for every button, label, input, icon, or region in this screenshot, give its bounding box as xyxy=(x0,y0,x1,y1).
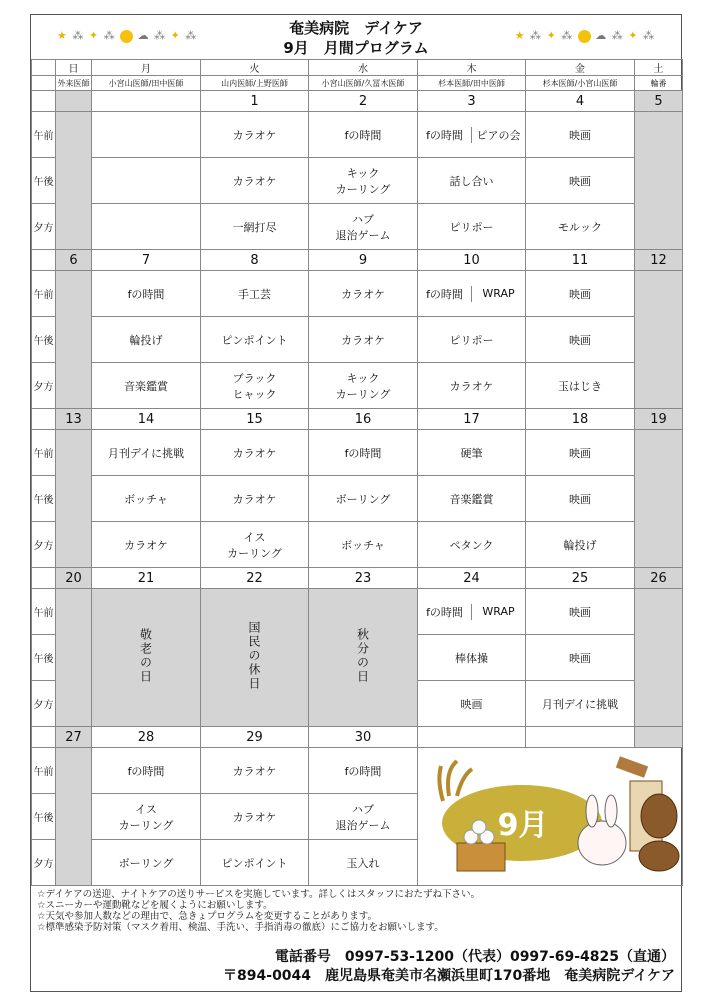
program-cell xyxy=(526,635,635,681)
holiday-cell xyxy=(201,589,309,727)
date-row-label xyxy=(32,91,56,112)
date-cell: 23 xyxy=(309,568,418,589)
program-label: 棒体操 xyxy=(455,651,488,665)
program-cell xyxy=(526,112,635,158)
program-cell xyxy=(309,317,418,363)
program-cell xyxy=(201,204,309,250)
program-label: WRAP xyxy=(482,605,515,618)
split-program-cell xyxy=(418,589,525,634)
program-label: 映画 xyxy=(569,333,591,347)
program-cell xyxy=(92,271,201,317)
note-item: ☆天気や参加人数などの理由で、急きょプログラムを変更することがあります。 xyxy=(37,911,377,922)
slot-label: 夕方 xyxy=(32,840,56,886)
doctor-row xyxy=(32,76,683,91)
program-label: 映画 xyxy=(569,651,591,665)
program-label: 輪投げ xyxy=(129,333,163,347)
program-cell xyxy=(201,748,309,794)
program-label: 映画 xyxy=(569,287,591,301)
date-cell: 1 xyxy=(201,91,309,112)
doctor-label: 小宮山医師/田中医師 xyxy=(92,76,201,91)
schedule-sheet xyxy=(30,14,682,992)
date-cell: 15 xyxy=(201,409,309,430)
program-label: ハブ 退治ゲーム xyxy=(335,212,391,242)
program-label: 一網打尽 xyxy=(232,220,277,234)
phone-number: 電話番号 0997-53-1200（代表）0997-69-4825（直通） xyxy=(274,949,675,965)
program-cell xyxy=(526,363,635,409)
date-cell: 18 xyxy=(526,409,635,430)
program-cell xyxy=(201,363,309,409)
slot-label: 午前 xyxy=(32,748,56,794)
program-label: 音楽鑑賞 xyxy=(449,492,494,506)
program-label: 硬筆 xyxy=(460,446,483,460)
date-row-label xyxy=(32,250,56,271)
program-label: ボッチャ xyxy=(124,492,168,506)
program-cell xyxy=(309,204,418,250)
page-subtitle: 9月 月間プログラム xyxy=(283,39,429,57)
date-cell: 3 xyxy=(418,91,526,112)
date-cell: 2 xyxy=(309,91,418,112)
date-cell: 30 xyxy=(309,727,418,748)
program-cell xyxy=(526,158,635,204)
slot-label: 午前 xyxy=(32,271,56,317)
program-label: カラオケ xyxy=(232,174,277,188)
program-cell xyxy=(418,522,526,568)
program-label: カラオケ xyxy=(232,128,277,142)
date-cell: 24 xyxy=(418,568,526,589)
program-cell xyxy=(418,271,526,317)
slot-row xyxy=(32,204,683,250)
program-label: モルック xyxy=(558,220,602,234)
program-cell xyxy=(309,271,418,317)
program-label: fの時間 xyxy=(344,446,382,460)
program-label: fの時間 xyxy=(418,604,472,620)
date-cell: 13 xyxy=(56,409,92,430)
saturday-closed-cell xyxy=(635,589,683,727)
program-cell xyxy=(92,840,201,886)
program-label: 手工芸 xyxy=(238,287,271,301)
slot-label: 午後 xyxy=(32,635,56,681)
program-label: カラオケ xyxy=(124,538,168,552)
date-cell: 27 xyxy=(56,727,92,748)
split-program-cell xyxy=(418,112,525,157)
date-row-label xyxy=(32,409,56,430)
program-label: カラオケ xyxy=(341,287,385,301)
date-cell: 16 xyxy=(309,409,418,430)
doctor-label: 外来医師 xyxy=(56,76,92,91)
notes xyxy=(37,889,480,933)
program-cell xyxy=(201,476,309,522)
program-label: キック カーリング xyxy=(335,166,391,196)
note-item: ☆標準感染予防対策（マスク着用、検温、手洗い、手指消毒の徹底）にご協力をお願いします。 xyxy=(37,922,444,933)
note-item: ☆デイケアの送迎、ナイトケアの送りサービスを実施しています。詳しくはスタッフにおたずね下さい。 xyxy=(37,889,481,900)
sunday-closed-cell xyxy=(56,112,92,250)
date-cell xyxy=(418,727,526,748)
holiday-cell xyxy=(309,589,418,727)
split-program-cell xyxy=(418,271,525,316)
program-cell xyxy=(201,158,309,204)
date-row-label xyxy=(32,568,56,589)
program-label: WRAP xyxy=(482,287,515,300)
program-cell xyxy=(526,589,635,635)
saturday-closed-cell xyxy=(635,430,683,568)
program-cell xyxy=(526,430,635,476)
saturday-closed-cell xyxy=(635,112,683,250)
holiday-label: 敬老の日 xyxy=(138,628,153,684)
program-cell xyxy=(201,522,309,568)
program-label: ペタンク xyxy=(449,538,494,552)
weekday-label: 日 xyxy=(56,60,92,76)
program-label: 映画 xyxy=(569,446,591,460)
slot-row xyxy=(32,476,683,522)
slot-row xyxy=(32,430,683,476)
date-cell xyxy=(92,91,201,112)
date-cell: 9 xyxy=(309,250,418,271)
holiday-label: 秋分の日 xyxy=(355,628,370,684)
date-cell: 5 xyxy=(635,91,683,112)
program-cell xyxy=(309,522,418,568)
date-row xyxy=(32,91,683,112)
program-label: 輪投げ xyxy=(563,538,597,552)
slot-row xyxy=(32,112,683,158)
program-label: 映画 xyxy=(569,128,591,142)
doctor-label: 杉本医師/小宮山医師 xyxy=(526,76,635,91)
slot-row xyxy=(32,522,683,568)
program-cell xyxy=(418,317,526,363)
program-cell xyxy=(92,794,201,840)
date-cell: 17 xyxy=(418,409,526,430)
program-label: ボッチャ xyxy=(341,538,385,552)
date-cell: 11 xyxy=(526,250,635,271)
program-cell xyxy=(418,681,526,727)
program-cell xyxy=(309,158,418,204)
slot-row xyxy=(32,589,683,635)
program-cell xyxy=(418,204,526,250)
date-cell: 14 xyxy=(92,409,201,430)
program-label: ピアの会 xyxy=(476,128,521,142)
corner-cell xyxy=(32,76,56,91)
program-label: fの時間 xyxy=(418,127,472,143)
program-cell xyxy=(92,363,201,409)
program-cell xyxy=(309,476,418,522)
holiday-cell xyxy=(92,589,201,727)
holiday-label: 国民の休日 xyxy=(247,621,261,691)
program-label: カラオケ xyxy=(232,810,277,824)
program-label: カラオケ xyxy=(449,379,494,393)
program-cell xyxy=(526,681,635,727)
program-cell xyxy=(526,317,635,363)
program-cell xyxy=(92,112,201,158)
weekday-label: 火 xyxy=(201,60,309,76)
program-cell xyxy=(526,522,635,568)
program-cell xyxy=(201,794,309,840)
date-cell: 25 xyxy=(526,568,635,589)
program-label: ピリポー xyxy=(449,220,494,234)
date-cell: 19 xyxy=(635,409,683,430)
program-cell xyxy=(418,635,526,681)
program-cell xyxy=(201,271,309,317)
program-label: イス カーリング xyxy=(118,802,174,832)
weekday-label: 土 xyxy=(635,60,683,76)
program-cell xyxy=(92,317,201,363)
program-cell xyxy=(201,840,309,886)
slot-row xyxy=(32,363,683,409)
slot-row xyxy=(32,271,683,317)
program-cell xyxy=(418,158,526,204)
date-cell: 21 xyxy=(92,568,201,589)
date-cell: 29 xyxy=(201,727,309,748)
date-cell: 22 xyxy=(201,568,309,589)
weekday-label: 金 xyxy=(526,60,635,76)
program-cell xyxy=(201,317,309,363)
program-label: ピンポイント xyxy=(221,333,288,347)
date-row xyxy=(32,409,683,430)
program-cell xyxy=(309,794,418,840)
program-cell xyxy=(309,363,418,409)
date-cell: 28 xyxy=(92,727,201,748)
program-label: カラオケ xyxy=(341,333,385,347)
program-label: fの時間 xyxy=(127,764,165,778)
doctor-label: 杉本医師/田中医師 xyxy=(418,76,526,91)
date-cell: 7 xyxy=(92,250,201,271)
program-label: 映画 xyxy=(569,605,591,619)
slot-label: 夕方 xyxy=(32,204,56,250)
program-label: fの時間 xyxy=(344,128,382,142)
saturday-closed-cell xyxy=(635,271,683,409)
program-label: 映画 xyxy=(460,697,483,711)
program-label: 話し合い xyxy=(449,174,494,188)
date-cell xyxy=(635,727,683,748)
slot-row xyxy=(32,158,683,204)
program-label: 月刊デイに挑戦 xyxy=(541,697,619,711)
weekday-label: 水 xyxy=(309,60,418,76)
program-cell xyxy=(92,158,201,204)
slot-label: 午後 xyxy=(32,158,56,204)
program-label: 月刊デイに挑戦 xyxy=(107,446,185,460)
program-cell xyxy=(92,522,201,568)
program-label: 玉はじき xyxy=(558,379,602,393)
month-label-badge: 9月 xyxy=(497,808,549,843)
header xyxy=(31,15,681,59)
program-label: fの時間 xyxy=(127,287,165,301)
date-cell: 8 xyxy=(201,250,309,271)
date-cell: 20 xyxy=(56,568,92,589)
date-cell: 10 xyxy=(418,250,526,271)
program-label: ブラック ヒャック xyxy=(232,371,277,401)
doctor-label: 輪番 xyxy=(635,76,683,91)
program-cell xyxy=(201,430,309,476)
weekday-label: 月 xyxy=(92,60,201,76)
program-cell xyxy=(92,476,201,522)
slot-label: 午後 xyxy=(32,317,56,363)
program-label: fの時間 xyxy=(344,764,382,778)
date-row-label xyxy=(32,727,56,748)
slot-label: 夕方 xyxy=(32,681,56,727)
date-cell: 12 xyxy=(635,250,683,271)
sunday-closed-cell xyxy=(56,271,92,409)
program-label: ボーリング xyxy=(335,492,391,506)
slot-row xyxy=(32,317,683,363)
sunday-closed-cell xyxy=(56,589,92,727)
corner-cell xyxy=(32,60,56,76)
doctor-label: 山内医師/上野医師 xyxy=(201,76,309,91)
program-label: ハブ 退治ゲーム xyxy=(335,802,391,832)
program-cell xyxy=(418,589,526,635)
program-label: 映画 xyxy=(569,174,591,188)
program-label: カラオケ xyxy=(232,764,277,778)
sunday-closed-cell xyxy=(56,430,92,568)
date-row xyxy=(32,568,683,589)
moon-decoration-right: ★ ⁂ ✦ ⁂ ☁ ⁂ ✦ ⁂ xyxy=(514,29,655,42)
program-cell xyxy=(309,748,418,794)
program-cell xyxy=(526,271,635,317)
program-cell xyxy=(92,204,201,250)
date-row xyxy=(32,727,683,748)
program-cell xyxy=(92,430,201,476)
footer xyxy=(223,948,675,986)
program-cell xyxy=(526,476,635,522)
slot-label: 午後 xyxy=(32,476,56,522)
page-title: 奄美病院 デイケア xyxy=(289,19,423,37)
september-illustration xyxy=(427,751,681,881)
program-label: fの時間 xyxy=(418,286,472,302)
date-row xyxy=(32,250,683,271)
slot-label: 夕方 xyxy=(32,363,56,409)
slot-label: 午前 xyxy=(32,589,56,635)
program-cell xyxy=(309,840,418,886)
weekday-header-row xyxy=(32,60,683,76)
date-cell: 6 xyxy=(56,250,92,271)
date-cell: 26 xyxy=(635,568,683,589)
program-label: ピンポイント xyxy=(221,856,288,870)
slot-label: 午前 xyxy=(32,430,56,476)
date-cell: 4 xyxy=(526,91,635,112)
program-cell xyxy=(418,112,526,158)
moon-decoration-left: ★ ⁂ ✦ ⁂ ☁ ⁂ ✦ ⁂ xyxy=(57,29,198,42)
slot-label: 午前 xyxy=(32,112,56,158)
program-label: ピリポー xyxy=(449,333,494,347)
note-item: ☆スニーカーや運動靴などを履くようにお願いします。 xyxy=(37,900,273,911)
slot-label: 午後 xyxy=(32,794,56,840)
program-cell xyxy=(309,430,418,476)
program-label: 玉入れ xyxy=(346,856,380,870)
address: 〒894-0044 鹿児島県奄美市名瀬浜里町170番地 奄美病院デイケア xyxy=(223,968,675,984)
date-cell xyxy=(56,91,92,112)
program-label: イス カーリング xyxy=(227,530,282,560)
program-label: ボーリング xyxy=(118,856,174,870)
weekday-label: 木 xyxy=(418,60,526,76)
program-label: キック カーリング xyxy=(335,371,391,401)
program-label: 音楽鑑賞 xyxy=(124,379,168,393)
sunday-closed-cell xyxy=(56,748,92,886)
program-cell xyxy=(526,204,635,250)
program-cell xyxy=(92,748,201,794)
program-cell xyxy=(418,476,526,522)
program-cell xyxy=(201,112,309,158)
slot-label: 夕方 xyxy=(32,522,56,568)
program-label: カラオケ xyxy=(232,446,277,460)
program-cell xyxy=(418,430,526,476)
doctor-label: 小宮山医師/久冨木医師 xyxy=(309,76,418,91)
program-cell xyxy=(418,363,526,409)
program-label: カラオケ xyxy=(232,492,277,506)
program-cell xyxy=(309,112,418,158)
date-cell xyxy=(526,727,635,748)
program-label: 映画 xyxy=(569,492,591,506)
